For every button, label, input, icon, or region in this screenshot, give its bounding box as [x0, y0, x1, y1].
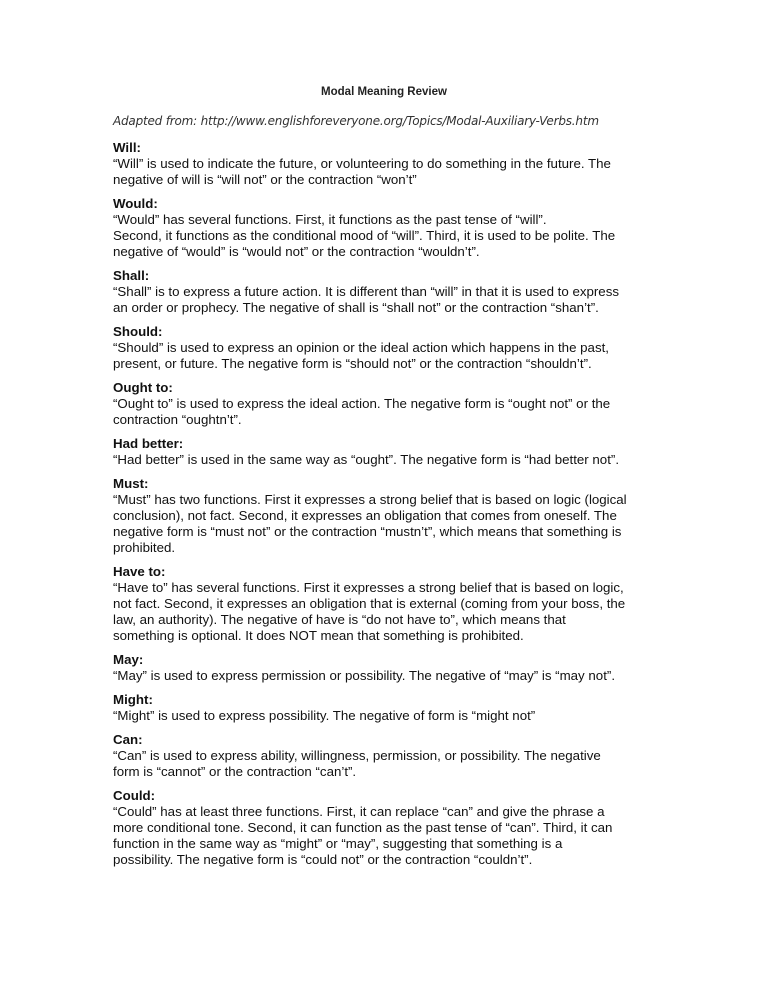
- section-text-line: “Shall” is to express a future action. It is different than “will” in that it is used to express: [113, 284, 620, 299]
- section-heading: Shall:: [113, 268, 150, 283]
- section-text-line: contraction “oughtn’t”.: [113, 412, 242, 427]
- modal-section: [113, 564, 713, 644]
- document-body: [113, 140, 713, 876]
- section-text-line: “May” is used to express permission or possibility. The negative of “may” is “may not”.: [113, 668, 616, 683]
- section-text-line: negative form is “must not” or the contraction “mustn’t”, which means that something is: [113, 524, 622, 539]
- modal-section: [113, 140, 713, 188]
- modal-section: [113, 476, 713, 556]
- section-heading: Will:: [113, 140, 141, 155]
- section-text-line: “Will” is used to indicate the future, or volunteering to do something in the future. The: [113, 156, 611, 171]
- modal-section: [113, 196, 713, 260]
- section-text-line: form is “cannot” or the contraction “can’t”.: [113, 764, 357, 779]
- section-text-line: present, or future. The negative form is “should not” or the contraction “shouldn’t”.: [113, 356, 592, 371]
- section-text-line: “Had better” is used in the same way as “ought”. The negative form is “had better not”.: [113, 452, 620, 467]
- section-text-line: possibility. The negative form is “could not” or the contraction “couldn’t”.: [113, 852, 533, 867]
- section-text-line: “Would” has several functions. First, it functions as the past tense of “will”.: [113, 212, 547, 227]
- section-text-line: law, an authority). The negative of have is “do not have to”, which means that: [113, 612, 566, 627]
- section-heading: Would:: [113, 196, 158, 211]
- section-text-line: negative of “would” is “would not” or the contraction “wouldn’t”.: [113, 244, 480, 259]
- section-heading: Could:: [113, 788, 156, 803]
- modal-section: [113, 324, 713, 372]
- section-text-line: Second, it functions as the conditional mood of “will”. Third, it is used to be polite. The: [113, 228, 616, 243]
- section-text-line: an order or prophecy. The negative of shall is “shall not” or the contraction “shan’t”.: [113, 300, 599, 315]
- modal-section: [113, 732, 713, 780]
- modal-section: [113, 692, 713, 724]
- section-text-line: something is optional. It does NOT mean that something is prohibited.: [113, 628, 524, 643]
- modal-section: [113, 652, 713, 684]
- modal-section: [113, 268, 713, 316]
- section-text-line: negative of will is “will not” or the contraction “won’t”: [113, 172, 417, 187]
- section-text-line: more conditional tone. Second, it can function as the past tense of “can”. Third, it can: [113, 820, 613, 835]
- section-heading: Should:: [113, 324, 163, 339]
- section-text-line: not fact. Second, it expresses an obligation that is external (coming from your boss, the: [113, 596, 626, 611]
- section-heading: Ought to:: [113, 380, 173, 395]
- document-title: Modal Meaning Review: [321, 86, 447, 98]
- section-text-line: “Could” has at least three functions. First, it can replace “can” and give the phrase a: [113, 804, 605, 819]
- section-text-line: function in the same way as “might” or “may”, suggesting that something is a: [113, 836, 563, 851]
- section-text-line: “Can” is used to express ability, willingness, permission, or possibility. The negative: [113, 748, 601, 763]
- section-heading: Had better:: [113, 436, 184, 451]
- modal-section: [113, 788, 713, 868]
- section-text-line: “Might” is used to express possibility. The negative of form is “might not”: [113, 708, 536, 723]
- section-text-line: conclusion), not fact. Second, it expresses an obligation that comes from oneself. The: [113, 508, 617, 523]
- source-citation: Adapted from: http://www.englishforeveryone.org/Topics/Modal-Auxiliary-Verbs.htm: [113, 114, 599, 128]
- modal-section: [113, 436, 713, 468]
- section-text-line: “Must” has two functions. First it expresses a strong belief that is based on logic (logical: [113, 492, 627, 507]
- section-text-line: “Should” is used to express an opinion or the ideal action which happens in the past,: [113, 340, 609, 355]
- section-heading: Have to:: [113, 564, 166, 579]
- section-heading: Can:: [113, 732, 143, 747]
- section-text-line: “Have to” has several functions. First it expresses a strong belief that is based on logic,: [113, 580, 624, 595]
- section-text-line: prohibited.: [113, 540, 176, 555]
- modal-section: [113, 380, 713, 428]
- section-heading: Might:: [113, 692, 153, 707]
- section-heading: May:: [113, 652, 144, 667]
- section-heading: Must:: [113, 476, 149, 491]
- section-text-line: “Ought to” is used to express the ideal action. The negative form is “ought not” or the: [113, 396, 611, 411]
